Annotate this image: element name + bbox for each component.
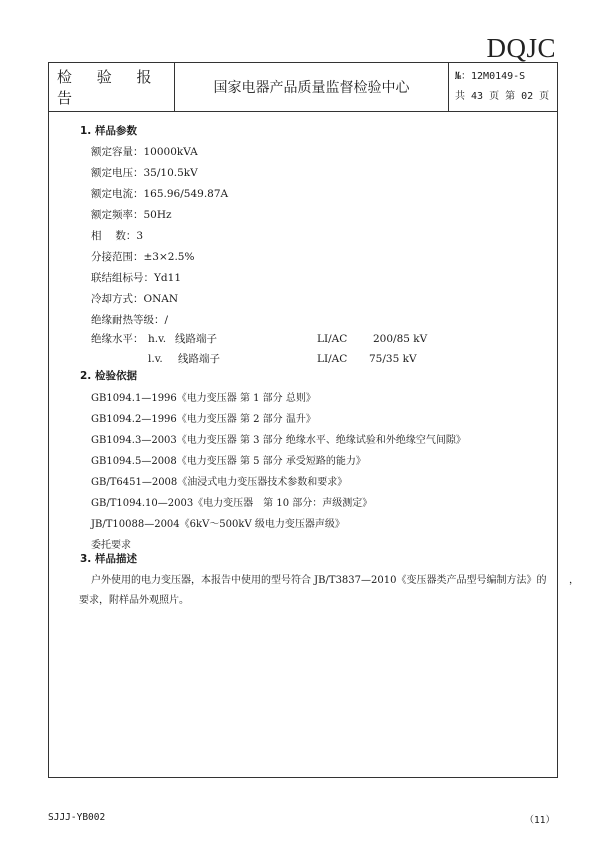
- insulation-terminal: 线路端子: [175, 333, 217, 345]
- section-heading-test-basis: 2. 检验依据: [80, 370, 137, 382]
- insulation-value: 200/85 kV: [373, 333, 428, 345]
- insulation-side: h.v.: [148, 333, 167, 345]
- insulation-row-hv: [91, 329, 531, 349]
- standard-item: GB/T1094.10—2003《电力变压器 第 10 部分：声级测定》: [91, 498, 373, 509]
- insulation-side: l.v.: [148, 353, 163, 365]
- section-heading-sample-params: 1. 样品参数: [80, 125, 137, 137]
- insulation-type: LI/AC: [317, 353, 348, 365]
- insulation-row-lv: [91, 349, 531, 369]
- param-phases: 相 数：3: [91, 230, 144, 242]
- standard-item: JB/T10088—2004《6kV～500kV 级电力变压器声级》: [91, 519, 345, 530]
- param-thermal-class: 绝缘耐热等级：/: [91, 314, 169, 326]
- sample-description: [79, 571, 561, 611]
- insulation-type: LI/AC: [317, 333, 348, 345]
- insulation-label: 绝缘水平：: [91, 333, 144, 345]
- param-rated-capacity: 额定容量：10000kVA: [91, 146, 198, 158]
- page-count: 共 43 页 第 02 页: [455, 91, 550, 102]
- footer-page-number: （11）: [524, 815, 555, 826]
- standard-item: GB1094.5—2008《电力变压器 第 5 部分 承受短路的能力》: [91, 456, 366, 467]
- param-tap-range: 分接范围：±3×2.5%: [91, 251, 195, 263]
- standard-item: 委托要求: [91, 540, 131, 551]
- param-rated-current: 额定电流：165.96/549.87A: [91, 188, 229, 200]
- standard-item: GB1094.2—1996《电力变压器 第 2 部分 温升》: [91, 414, 316, 425]
- report-number: №：12M0149-S: [455, 71, 526, 82]
- trailing-mark: ，: [569, 575, 579, 586]
- insulation-terminal: 线路端子: [178, 353, 220, 365]
- param-rated-frequency: 额定频率：50Hz: [91, 209, 172, 221]
- report-title: 检 验 报 告: [49, 63, 175, 111]
- report-meta: [449, 63, 557, 111]
- section-heading-sample-description: 3. 样品描述: [80, 553, 137, 565]
- param-rated-voltage: 额定电压：35/10.5kV: [91, 167, 198, 179]
- organization-name: 国家电器产品质量监督检验中心: [175, 63, 449, 111]
- standard-item: GB1094.1—1996《电力变压器 第 1 部分 总则》: [91, 393, 316, 404]
- description-line: 要求，附样品外观照片。: [79, 595, 189, 606]
- standard-item: GB1094.3—2003《电力变压器 第 3 部分 绝缘水平、绝缘试验和外绝缘空气间隙》: [91, 435, 466, 446]
- report-header: [48, 62, 558, 112]
- standard-item: GB/T6451—2008《油浸式电力变压器技术参数和要求》: [91, 477, 348, 488]
- logo-text: DQJC: [486, 33, 556, 63]
- insulation-value: 75/35 kV: [369, 353, 417, 365]
- footer-form-code: SJJJ-YB002: [48, 812, 106, 823]
- param-vector-group: 联结组标号：Yd11: [91, 272, 182, 284]
- param-cooling: 冷却方式：ONAN: [91, 293, 179, 305]
- description-line: 户外使用的电力变压器，本报告中使用的型号符合 JB/T3837—2010《变压器类产品型号编制方法》的: [91, 575, 547, 586]
